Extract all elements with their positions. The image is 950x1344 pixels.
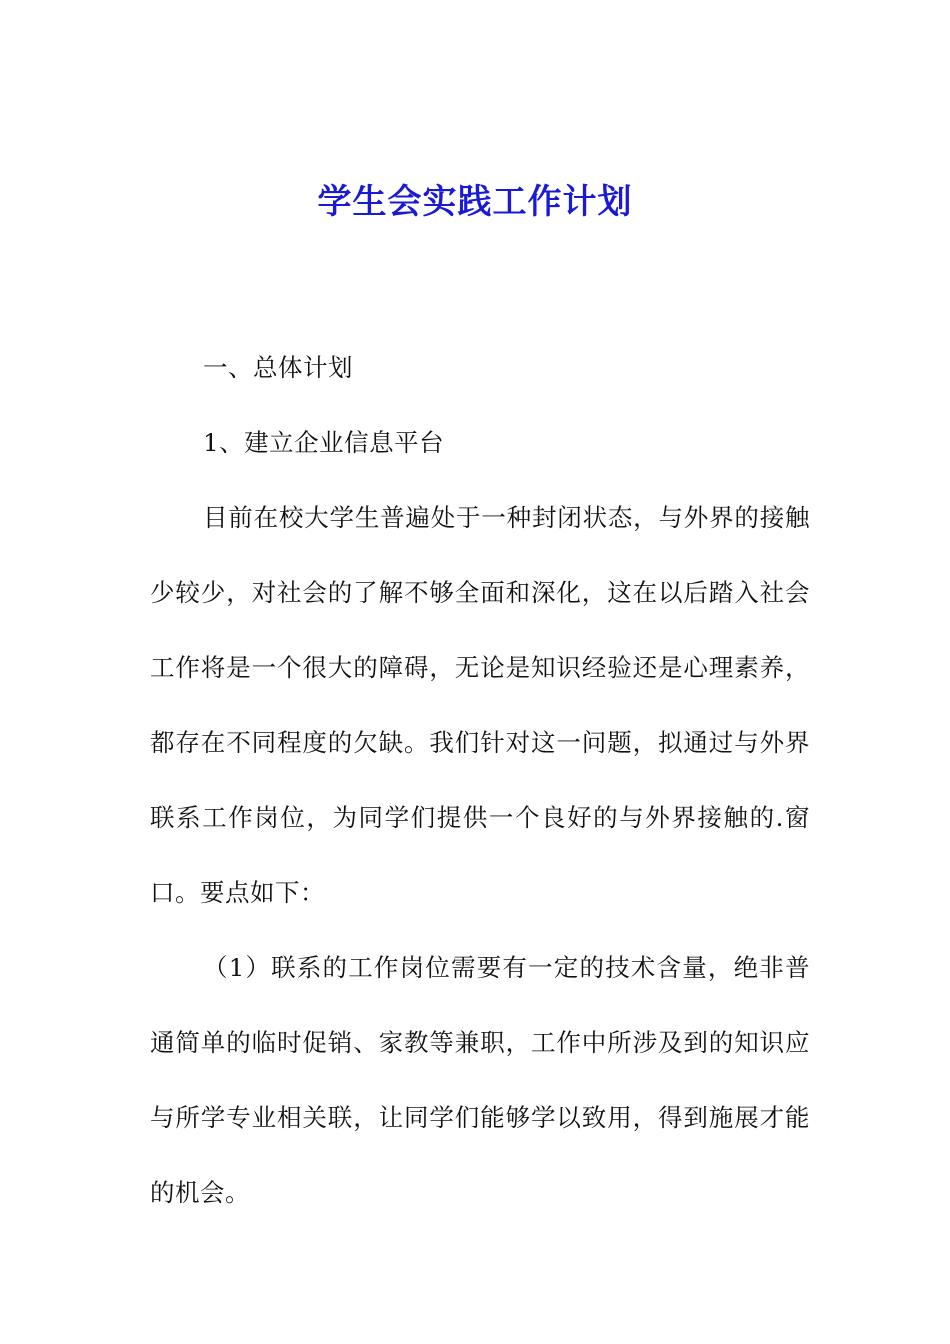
section-heading: 一、总体计划 bbox=[203, 353, 353, 382]
body-paragraph: （1）联系的工作岗位需要有一定的技术含量，绝非普通简单的临时促销、家教等兼职，工作中所涉及到的知识应与所学专业相关联，让同学们能够学以致用，得到施展才能的机会。 bbox=[150, 953, 810, 1207]
body-paragraph: 目前在校大学生普遍处于一种封闭状态，与外界的接触少较少，对社会的了解不够全面和深化，这在以后踏入社会工作将是一个很大的障碍，无论是知识经验还是心理素养，都存在不同程度的欠缺。我们针对这一问题，拟通过与外界联系工作岗位，为同学们提供一个良好的与外界接触的.窗口。要点如下： bbox=[150, 503, 810, 907]
document-title: 学生会实践工作计划 bbox=[317, 182, 633, 222]
document-body bbox=[150, 330, 810, 1230]
subsection-heading: 1、建立企业信息平台 bbox=[203, 428, 445, 457]
